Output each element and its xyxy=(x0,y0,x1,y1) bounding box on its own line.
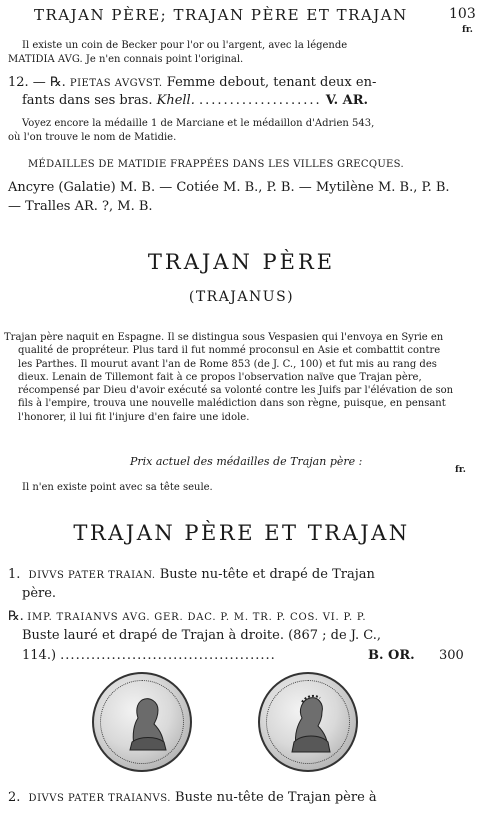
coin-reverse-laureate-icon xyxy=(258,672,358,772)
entry-12-legend: PIETAS AVGVST. xyxy=(69,78,163,89)
greek-cities-heading: MÉDAILLES DE MATIDIE FRAPPÉES DANS LES VILLES GRECQUES. xyxy=(28,159,404,170)
marciane-note: Voyez encore la médaille 1 de Marciane et le médaillon d'Adrien 543, xyxy=(22,118,375,129)
bio-line-7: l'honorer, il lui fit l'injure d'en faire une idole. xyxy=(18,411,250,423)
entry-1-legend: DIVVS PATER TRAIAN. xyxy=(28,570,156,581)
entry-12-number: 12. — ℞. xyxy=(8,75,66,90)
marciane-note-cont: où l'on trouve le nom de Matidie. xyxy=(8,132,177,143)
entry-12-desc-cont: fants dans ses bras. xyxy=(22,93,153,108)
entry-1-number: 1. xyxy=(8,567,21,582)
becker-note: Il existe un coin de Becker pour l'or ou l'argent, avec la légende xyxy=(22,40,348,51)
price-unit: fr. xyxy=(455,465,466,475)
entry-12-desc: Femme debout, tenant deux en- xyxy=(166,75,377,90)
entry-12-leader: .................... xyxy=(199,93,322,108)
running-title: TRAJAN PÈRE; TRAJAN PÈRE ET TRAJAN xyxy=(34,6,408,24)
bio-line-5: récompensé par Dieu d'avoir exécuté sa volonté contre les Juifs par l'élévation de son xyxy=(18,385,454,397)
greek-cities-line2: — Tralles AR. ?, M. B. xyxy=(8,199,153,214)
trajan-pere-biography xyxy=(4,331,472,424)
entry-2-desc: Buste nu-tête de Trajan père à xyxy=(175,790,377,805)
page-number: 103 xyxy=(449,6,476,22)
reverse-symbol: ℞. xyxy=(8,609,24,624)
section-subtitle-trajanus: (TRAJANUS) xyxy=(188,289,295,305)
section-title-trajan-pere-et-trajan: TRAJAN PÈRE ET TRAJAN xyxy=(73,521,410,545)
entry-12-source: Khell. xyxy=(156,93,195,108)
reverse-grade: B. OR. xyxy=(368,648,415,663)
bio-line-4: dieux. Lenain de Tillemont fait à ce propos l'observation naïve que Trajan père, xyxy=(18,371,422,383)
reverse-leader: .......................................... xyxy=(60,648,276,663)
entry-1-desc-cont: père. xyxy=(22,586,57,601)
bio-line-6: fils à l'empire, trouva une nouvelle malédiction dans son règne, puisque, en pensant xyxy=(18,398,446,410)
bio-line-2: qualité de propréteur. Plus tard il fut nommé proconsul en Asie et combattit contre xyxy=(18,345,441,357)
bio-line-1: Trajan père naquit en Espagne. Il se distingua sous Vespasien qui l'envoya en Syrie en xyxy=(4,332,444,343)
reverse-date: 114.) xyxy=(22,648,57,663)
entry-12-grade: V. AR. xyxy=(325,93,369,108)
entry-12 xyxy=(8,75,376,90)
reverse-desc: Buste lauré et drapé de Trajan à droite. (867 ; de J. C., xyxy=(22,628,381,643)
becker-note-cont: MATIDIA AVG. Je n'en connais point l'original. xyxy=(8,54,244,65)
price-note: Il n'en existe point avec sa tête seule. xyxy=(22,482,213,493)
entry-12-line2 xyxy=(22,93,368,108)
entry-2-legend: DIVVS PATER TRAIANVS. xyxy=(28,793,171,804)
reverse-legend: IMP. TRAIANVS AVG. GER. DAC. P. M. TR. P. COS. VI. P. P. xyxy=(27,612,367,623)
entry-1 xyxy=(8,567,375,582)
entry-2 xyxy=(8,790,377,805)
currency-label: fr. xyxy=(462,25,473,35)
bio-line-3: les Parthes. Il mourut avant l'an de Rome 853 (de J. C., 100) et fut mis au rang des xyxy=(18,358,437,370)
reverse-price: 300 xyxy=(439,648,464,663)
price-heading: Prix actuel des médailles de Trajan père : xyxy=(130,455,363,468)
coin-obverse-bust-icon xyxy=(92,672,192,772)
entry-2-number: 2. xyxy=(8,790,21,805)
entry-1-desc: Buste nu-tête et drapé de Trajan xyxy=(159,567,375,582)
reverse-desc-line2 xyxy=(22,648,276,663)
greek-cities-line1: Ancyre (Galatie) M. B. — Cotiée M. B., P. B. — Mytilène M. B., P. B. xyxy=(8,180,450,195)
entry-1-reverse-legend xyxy=(8,609,366,624)
section-title-trajan-pere: TRAJAN PÈRE xyxy=(147,250,336,274)
